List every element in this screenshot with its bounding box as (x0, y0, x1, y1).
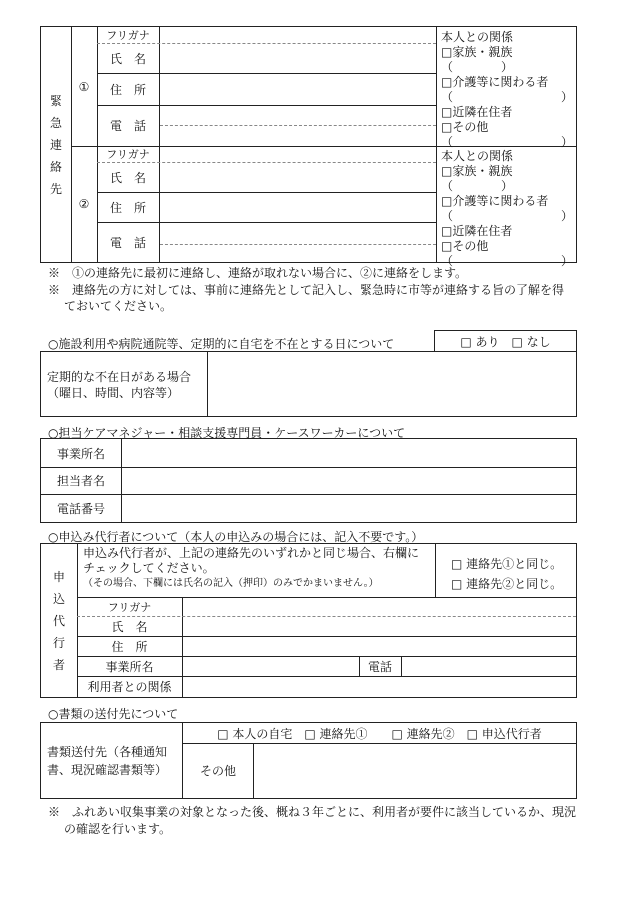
documents-options[interactable]: □ 本人の自宅 □ 連絡先① □ 連絡先② □ 申込代行者 (217, 726, 542, 741)
care-person-field[interactable] (122, 467, 576, 494)
proxy-phone-field[interactable] (402, 656, 576, 676)
proxy-relation-label: 利用者との関係 (87, 680, 172, 694)
contact-2-relation[interactable]: 本人との関係 □家族・親族（ ） □介護等に関わる者 （ ） □近隣在住者 □その他 （ ） (441, 149, 574, 268)
absence-heading: ○施設利用や病院通院等、定期的に自宅を不在とする日について (48, 337, 395, 351)
documents-other-field[interactable] (254, 743, 576, 798)
care-office-field[interactable] (122, 439, 576, 467)
proxy-name-label: 氏 名 (111, 619, 148, 634)
absence-table (40, 351, 577, 417)
contact-2-marker: ② (78, 197, 90, 211)
proxy-same-as-1[interactable]: □ 連絡先①と同じ。 (451, 557, 563, 571)
documents-heading: ○書類の送付先について (48, 707, 179, 721)
documents-table (40, 722, 577, 799)
contact-1-relation[interactable]: 本人との関係 □家族・親族（ ） □介護等に関わる者 （ ） □近隣在住者 □その他 （ ） (441, 30, 574, 149)
proxy-name-field[interactable] (183, 616, 576, 636)
contact-2-phone-label: 電 話 (109, 235, 146, 250)
proxy-table (40, 543, 577, 698)
contact-1-phone-field[interactable] (160, 105, 436, 146)
contact-2-furigana-label: フリガナ (106, 148, 150, 161)
proxy-heading: ○申込み代行者について（本人の申込みの場合には、記入不要です。） (48, 530, 424, 544)
contact-1-name-label: 氏 名 (109, 51, 146, 66)
proxy-instruction: 申込み代行者が、上記の連絡先のいずれかと同じ場合、右欄に チェックしてください。 （その場合、下欄には氏名の記入（押印）のみでかまいません。） (83, 546, 420, 589)
proxy-address-label: 住 所 (111, 639, 148, 654)
emergency-note-2: ※ 連絡先の方に対しては、事前に連絡先として記入し、緊急時に市等が連絡する旨の了解を得 (48, 283, 565, 297)
emergency-note-1: ※ ①の連絡先に最初に連絡し、連絡が取れない場合に、②に連絡をします。 (48, 266, 468, 280)
contact-1-address-label: 住 所 (109, 82, 146, 97)
contact-2-phone-field[interactable] (160, 222, 436, 262)
care-manager-table (40, 438, 577, 523)
proxy-same-options[interactable] (451, 554, 562, 594)
absence-label: 定期的な不在日がある場合 （曜日、時間、内容等） (47, 370, 192, 400)
contact-2-address-label: 住 所 (109, 200, 146, 215)
absence-field[interactable] (209, 352, 576, 416)
contact-1-name-field[interactable] (160, 43, 436, 73)
care-phone-label: 電話番号 (56, 501, 105, 516)
care-person-label: 担当者名 (56, 474, 105, 488)
contact-2-name-label: 氏 名 (109, 170, 146, 185)
proxy-phone-label: 電話 (367, 659, 392, 674)
proxy-address-field[interactable] (183, 636, 576, 656)
footer-note-2: の確認を行います。 (64, 822, 172, 836)
care-phone-field[interactable] (122, 494, 576, 522)
proxy-furigana-label: フリガナ (107, 600, 152, 614)
emergency-contact-table (40, 26, 577, 268)
care-office-label: 事業所名 (56, 446, 105, 461)
documents-other-label: その他 (199, 764, 236, 778)
proxy-office-field[interactable] (183, 656, 359, 676)
emergency-section-label: 緊 急 連 絡 先 (49, 93, 62, 196)
contact-1-marker: ① (78, 79, 90, 94)
contact-2-address-field[interactable] (160, 192, 436, 222)
care-manager-heading: ○担当ケアマネジャー・相談支援専門員・ケースワーカーについて (48, 426, 406, 440)
proxy-furigana-field[interactable] (183, 597, 576, 616)
proxy-office-label: 事業所名 (105, 659, 154, 674)
absence-options[interactable]: □ あり □ なし (434, 330, 577, 352)
contact-1-furigana-label: フリガナ (106, 29, 150, 42)
proxy-relation-field[interactable] (183, 676, 576, 697)
footer-note-1: ※ ふれあい収集事業の対象となった後、概ね３年ごとに、利用者が要件に該当しているか、現況 (48, 805, 577, 819)
contact-2-name-field[interactable] (160, 162, 436, 192)
emergency-note-2b: ておいてください。 (64, 299, 173, 313)
proxy-section-label: 申 込 代 行 者 (52, 569, 65, 672)
proxy-same-as-2[interactable]: □ 連絡先②と同じ。 (451, 577, 563, 591)
contact-1-address-field[interactable] (160, 73, 436, 105)
contact-1-phone-label: 電 話 (109, 119, 146, 133)
documents-label: 書類送付先（各種通知 書、現況確認書類等） (47, 745, 168, 777)
